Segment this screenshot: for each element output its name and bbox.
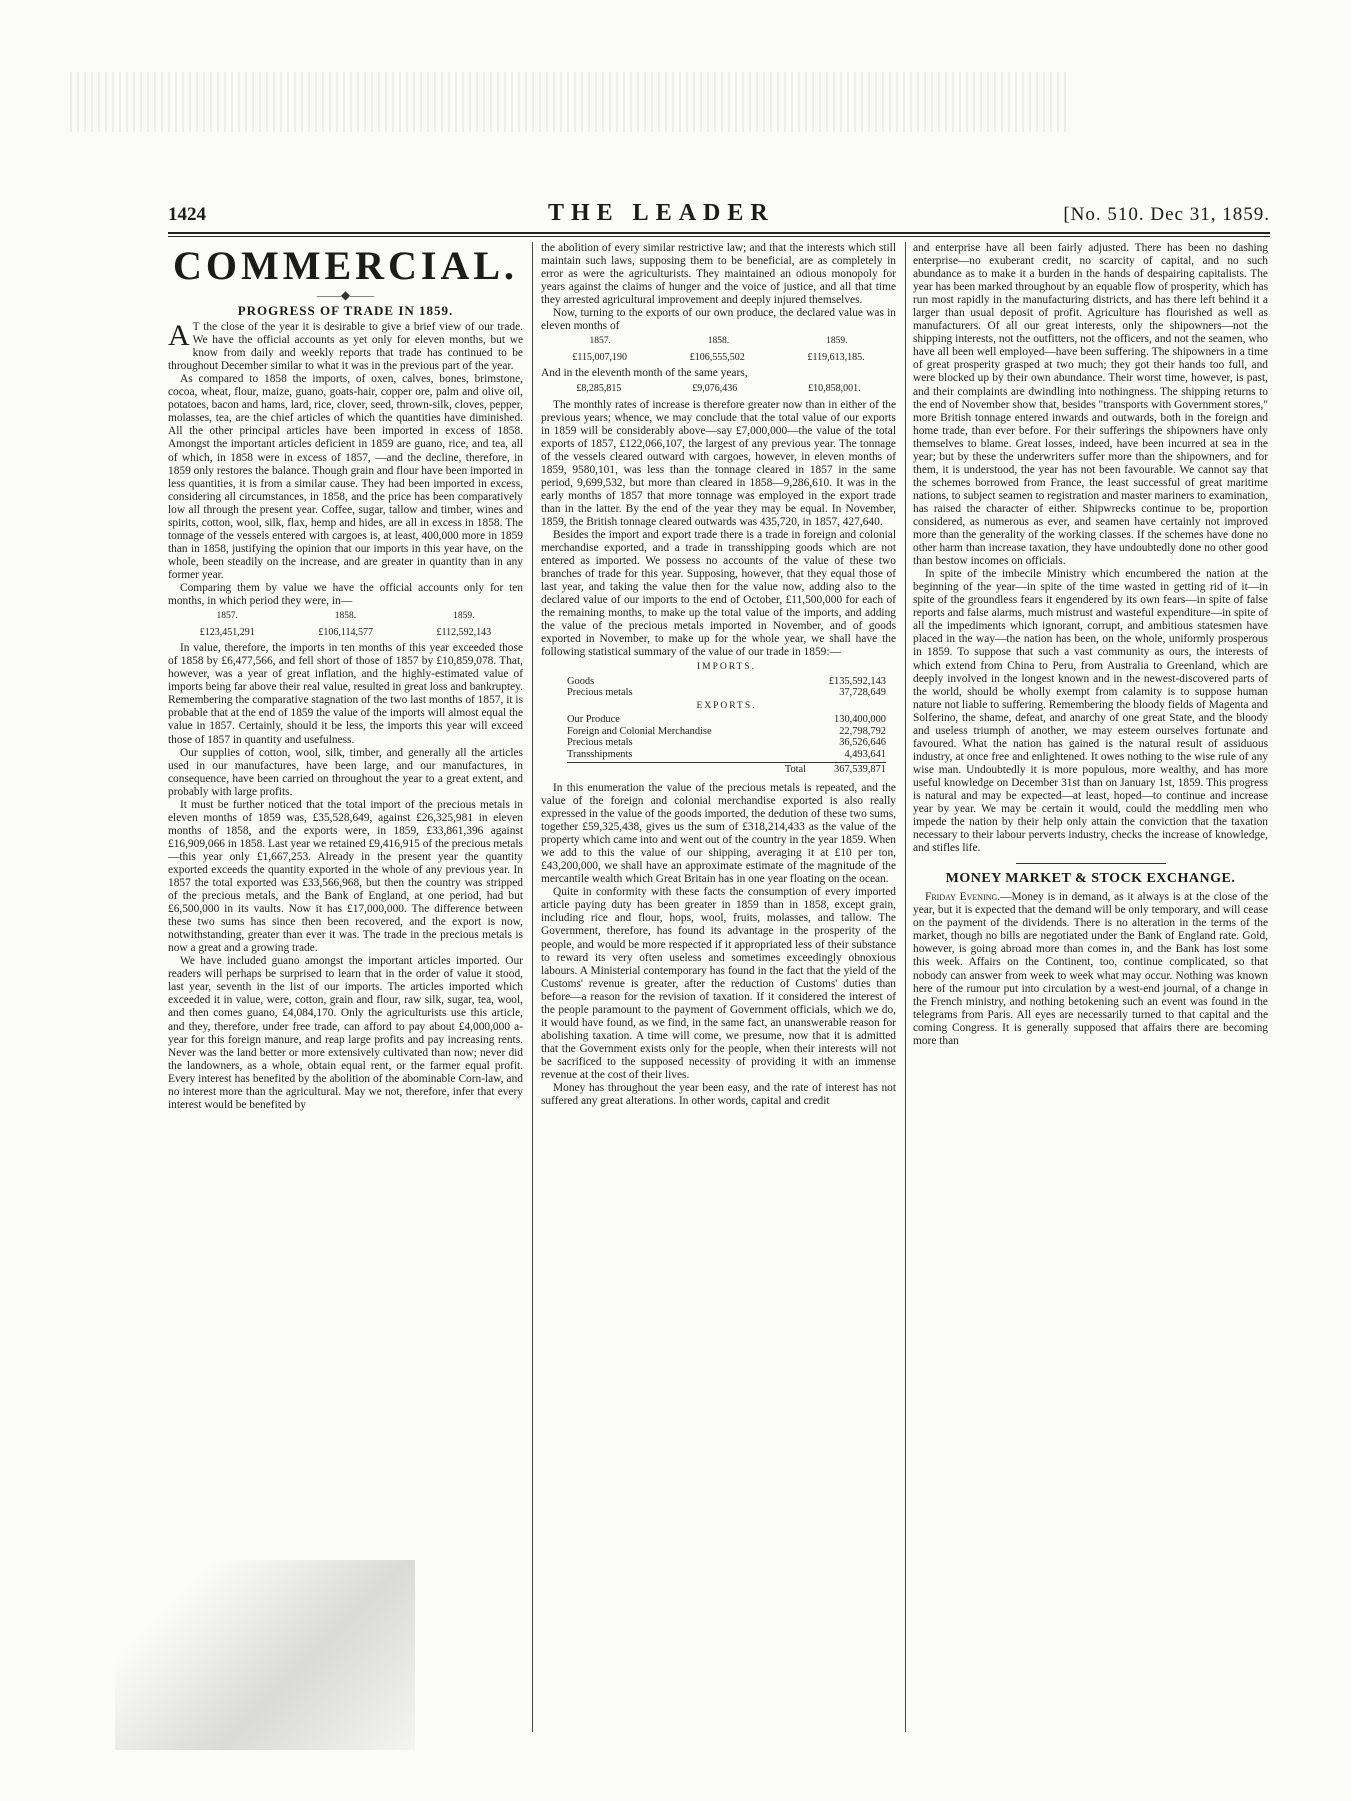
column-1 [168,242,523,1732]
paragraph: Quite in conformity with these facts the consumption of every imported article paying duty has been greater in 1859 than in 1858, except grain, including rice and flour, hops, wool, fruits, molasses, and tallow. The Government, therefore, has found its advantage in the prosperity of the people, and would be more respected if it appropriated less of their substance to reward its very often useless and sometimes exceedingly obnoxious labours. A Ministerial contemporary has found in the fact that the yield of the Customs' revenue is greater, after the reduction of Customs' duties than before—a reason for the revision of taxation. If it considered the interest of the people paramount to the payment of Government officials, which we do, it would have found, as we find, in the same fact, an unanswerable reason for abolishing taxation. A time will come, we presume, now that it is admitted that the Government exists only for the people, when their interests will not be sacrificed to the supposed necessity of providing it with an immense revenue at the cost of their lives. [541,886,896,1081]
paragraph: The monthly rates of increase is therefore greater now than in either of the previous years; whence, we may conclude that the total value of our exports in 1859 will be considerably above—say £7,000,000—the value of the total exports of 1857, £122,066,107, the largest of any previous year. The tonnage of the vessels cleared outward with cargoes, however, in eleven months of 1859, 9580,101, was less than the tonnage cleared in 1857 in the same period, 9,699,532, but more than cleared in 1858—9,286,610. It was in the early months of 1857 that more tonnage was employed in the export trade than in the latter. By the end of the year they may be equal. In November, 1859, the British tonnage cleared outwards was 435,720, in 1857, 427,640. [541,398,896,528]
summary-row: Transshipments 4,493,641 [567,748,886,760]
column-3 [913,242,1268,1732]
section-rule [1016,863,1166,864]
column-divider [532,242,533,1732]
paragraph: It must be further noticed that the total import of the precious metals in eleven months of 1859 was, £35,528,649, against £26,325,981 in eleven months of 1858, and the exports were, in 1859, £33,861,396 against £16,909,066 in 1858. Last year we retained £9,416,915 of the precious metals —this year only £1,667,253. Already in the present year the quantity exported exceeds the quantity exported in the whole of any previous year. In 1857 the total exported was £33,566,968, but then the country was stripped of the precious metals, and the Bank of England, at one period, had but £6,500,000 in its vaults. Now it has £17,000,000. The difference between these two sums has since then been recovered, and the export is now, notwithstanding, greater than ever it was. The trade in the precious metals is now a great and a growing trade. [168,798,523,955]
paragraph: In this enumeration the value of the precious metals is repeated, and the value of the foreign and colonial merchandise exported is also really expressed in the value of the goods imported, the dedution of these two sums, together £59,325,438, gives us the sum of £318,214,433 as the value of the property which came into and went out of the country in the year 1859. When we add to this the value of our shipping, averaging it at £10 per ton, £43,200,000, we shall have an approximate estimate of the magnitude of the mercantile wealth which Great Britain has in one year floating on the ocean. [541,781,896,886]
paragraph: the abolition of every similar restrictive law; and that the interests which still maintain such laws, supposing them to be beneficial, are as completely in error as were the agriculturists. They maintained an odious monopoly for years against the claims of hunger and the voice of justice, and all that time they arrested agricultural improvement and deeply injured themselves. [541,242,896,307]
issue-date: [No. 510. Dec 31, 1859. [1063,204,1270,225]
section-title: COMMERCIAL. [172,243,519,288]
summary-row: Foreign and Colonial Merchandise 22,798,792 [567,725,886,737]
running-head [168,198,1270,228]
exports-values: £115,007,190 £106,555,502 £119,613,185. [572,352,865,364]
paragraph: In spite of the imbecile Ministry which encumbered the nation at the beginning of the year—in spite of the time wasted in getting rid of it—in spite of the groundless fears it engendered by its own fears—in spite of false reports and false alarms, much mistrust and wasteful expenditure—in spite of all the impediments which ignorant, corrupt, and ambitious statesmen have placed in the way—the nation has been, on the whole, uniformly prosperous in 1859. To suppose that such a vast community as ours, the interests of which extend from China to Peru, from Australia to Greenland, which are deeply involved in the longest known and in the newest-discovered parts of the world, should be wholly exempt from calamity is to suppose human nature not liable to suffering. Remembering the bloody fields of Magenta and Solferino, the shame, defeat, and anarchy of one great State, and the bloody and useless triumph of another, we may esteem ourselves fortunate and favoured. What the nation has gained is the natural result of assiduous industry, at once free and enlightened. It owes nothing to the wise rule of any wise man. Undoubtedly it is more populous, more wealthy, and has more useful knowledge on December 31st than on January 1st, 1859. This progress is natural and may be expected—at least, hoped—to continue and increase year by year. We may be certain it would, could the meddling men who impede the nation by their help only attain the conviction that the taxation necessary to their labour perverts industry, checks the increase of knowledge, and stifles life. [913,568,1268,855]
paragraph: and enterprise have all been fairly adjusted. There has been no dashing enterprise—no exuberant credit, no scarcity of capital, and no such abundance as to make it a burden in the hands of despairing capitalists. The year has been marked throughout by an equable flow of prosperity, which has run most rapidly in the manufacturing districts, and has there left behind it a larger than usual deposit of profit. Agriculture has flourished as well as manufacturers. Of all our great interests, only the shipowners—not the shipping interests, not the outfitters, not the officers, and not the seamen, who have all been well employed—have been suffering. The shipowners in a time of great prosperity grasped at two much; they got their hands too full, and were blocked up by their own abundance. Their worst time, however, is past, and their complaints are dwindling into nothingness. The shipping returns to the end of November show that, besides "transports with Government stores," more British tonnage entered inwards and outwards, both in the foreign and home trade, than ever before. For their sufferings the shipowners have only themselves to blame. Great losses, indeed, have been incurred at sea in the year; but by these the underwriters suffer more than the shipowners, and for them, it is understood, the year has not been favourable. We cannot say that the schemes borrowed from France, the least successful of great maritime nations, to subject seamen to registration and master mariners to examination, has raised the character of either. Shipwrecks continue to be, proportion considered, as numerous as ever, and seamen have certainly not improved more than the generality of the working classes. If the schemes have done no other harm than increase taxation, they have undoubtedly done no other good than bestow incomes on officials. [913,242,1268,568]
paragraph: As compared to 1858 the imports, of oxen, calves, bones, brimstone, cocoa, wheat, flour, maize, guano, goats-hair, copper ore, palm and olive oil, potatoes, bacon and hams, lard, rice, clover, seed, thrown-silk, cloves, pepper, molasses, tea, are the chief articles of which the quantities have diminished. All the other principal articles have been imported in excess of 1858. Amongst the important articles deficient in 1859 are guano, rice, and tea, all of which, in 1858 were in excess of 1857, —and the decline, therefore, in 1859 only restores the balance. Though grain and flour have been imported in less quantities, it is from a similar cause. They had been imported in excess, considering all circumstances, in 1858, and the price has been comparatively low all through the present year. Coffee, sugar, tallow and timber, wines and spirits, cotton, wool, silk, flax, hemp and hides, are all in excess in 1858. The tonnage of the vessels entered with cargoes is, at least, 400,000 more in 1859 than in 1858, justifying the opinion that our imports in this year have, on the whole, been steadily on the increase, and are greater in quantity than in any former year. [168,373,523,581]
paragraph: Besides the import and export trade there is a trade in foreign and colonial merchandise exported, and a trade in transshipping goods which are not entered as imported. We possess no accounts of the value of these two branches of trade for this year. Supposing, however, that they equal those of last year, and taking the value then for the value now, adding also to the declared value of our imports to the end of October, £11,500,000 for each of the remaining months, to make up the total value of the imports, and adding the value of the precious metals imported in November, and of goods exported in November, to make up for the whole year, we shall have the following statistical summary of the value of our trade in 1859:— [541,528,896,659]
summary-total: Total 367,539,871 [567,762,886,776]
head-rule-thin [168,236,1270,237]
exports-years: 1857. 1858. 1859. [589,336,848,347]
scan-noise-top [70,72,1070,132]
exports-heading: EXPORTS. [696,700,757,711]
paragraph: Money has throughout the year been easy, and the rate of interest has not suffered any great alterations. In other words, capital and credit [541,1082,896,1108]
november-values: £8,285,815 £9,076,436 £10,858,001. [576,383,861,395]
summary-row: Precious metals 37,728,649 [567,687,886,699]
head-rule [168,232,1270,234]
masthead: THE LEADER [548,200,775,226]
summary-row: Our Produce 130,400,000 [567,714,886,726]
article-title: PROGRESS OF TRADE IN 1859. [237,303,454,318]
paragraph: We have included guano amongst the important articles imported. Our readers will perhaps be surprised to learn that in the order of value it stood, last year, seventh in the list of our imports. The articles imported which exceeded it in value, were, cotton, grain and flour, raw silk, sugar, tea, wool, and then comes guano, £4,084,170. Only the agriculturists use this article, and they, therefore, under free trade, can afford to pay about £4,000,000 a-year for this foreign manure, and reap large profits and pay increasing rents. Never was the land better or more extensively cultivated than now; never did the landowners, as a whole, obtain equal rent, or the farmer equal profit. Every interest has benefited by the abolition of the abominable Corn-law, and no interest more than the agricultural. May we not, therefore, infer that every interest would be benefited by [168,955,523,1111]
summary-row: Goods £135,592,143 [567,675,886,687]
page-number: 1424 [168,204,206,225]
paragraph: Friday Evening.—Money is in demand, as it always is at the close of the year, but it is expected that the demand will be only temporary, and will cease on the payment of the dividends. There is no alteration in the terms of the market, though no bills are negotiated under the Bank of England rate. Gold, however, is going abroad more than comes in, and the Bank has lost some this week. Affairs on the Continent, too, continue complicated, so that nobody can answer from week to week what may occur. Nothing was known here of the rumour put into circulation by a west-end journal, of a change in the French ministry, and nothing betokening such an event was found in the telegrams from Paris. All eyes are necessarily turned to that capital and the coming Congress. It is generally supposed that affairs there are becoming more than [913,891,1268,1047]
newspaper-page [168,198,1270,1738]
imports-values: £123,451,291 £106,114,577 £112,592,143 [199,627,492,639]
ornament-rule: ——◆—— [316,288,375,302]
paragraph: And in the eleventh month of the same years, [541,367,748,380]
paragraph: Comparing them by value we have the official accounts only for ten months, in which period they were, in— [168,581,523,608]
imports-heading: IMPORTS. [697,662,756,673]
column-divider [905,242,906,1732]
column-2 [541,242,896,1732]
imports-years: 1857. 1858. 1859. [216,611,475,622]
paragraph: Our supplies of cotton, wool, silk, timber, and generally all the articles used in our manufactures, have been large, and our manufactures, in consequence, have been carried on throughout the year to a great extent, and probably with large profits. [168,746,523,798]
money-market-title: MONEY MARKET & STOCK EXCHANGE. [945,871,1236,887]
trade-summary-table [567,662,886,776]
paragraph: A T the close of the year it is desirable to give a brief view of our trade. We have the official accounts as yet only for eleven months, but we know from daily and weekly reports that trade has continued to be throughout December similar to what it was in the previous part of the year. [168,319,523,373]
drop-cap: A [168,319,190,353]
dateline: Friday Evening. [925,891,1001,904]
paragraph: In value, therefore, the imports in ten months of this year exceeded those of 1858 by £6,477,566, and fell short of those of 1857 by £10,859,078. That, however, was a year of great inflation, and the highly-estimated value of imports being far above their real value, resulted in great loss and bankruptey. Remembering the comparative stagnation of the two last months of 1857, it is probable that at the end of 1859 the value of the imports will almost equal the value in 1857. Certainly, should it be less, the imports this year will exceed those of 1857 in quantity and usefulness. [168,642,523,746]
summary-row: Precious metals 36,526,646 [567,737,886,749]
paragraph: Now, turning to the exports of our own produce, the declared value was in eleven months of [541,307,896,333]
